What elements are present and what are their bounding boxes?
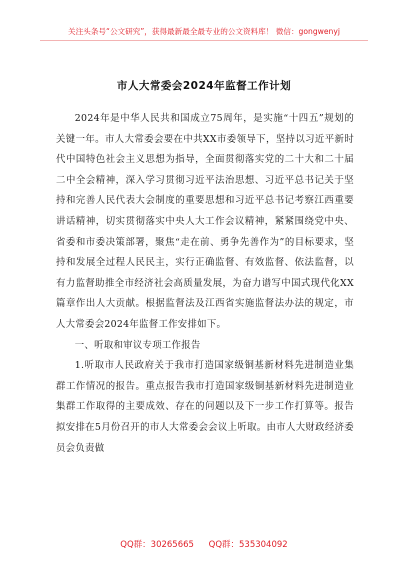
footer-qq-group-2: QQ群：535304092 <box>208 540 288 550</box>
document-body <box>56 109 354 459</box>
document-title: 市人大常委会2024年监督工作计划 <box>116 80 292 92</box>
intro-paragraph: 2024年是中华人民共和国成立75周年，是实施“十四五”规划的关键一年。市人大常委会要在中共XX市委领导下，坚持以习近平新时代中国特色社会主义思想为指导，全面贯彻落实党的二十大和二十届二中全会精神，深入学习贯彻习近平法治思想、习近平总书记关于坚持和完善人民代表大会制度的重要思想和习近平总书记考察江西重要讲话精神，切实贯彻落实中央人大工作会议精神，紧紧围绕党中央、省委和市委决策部署，聚焦“走在前、勇争先善作为”的目标要求，坚持和发展全过程人民民主，实行正确监督、有效监督、依法监督，以有力监督助推全市经济社会高质量发展，为奋力谱写中国式现代化XX篇章作出人大贡献。根据监督法及江西省实施监督法办法的规定，市人大常委会2024年监督工作安排如下。 <box>56 113 354 330</box>
footer-qq-group-1: QQ群：30265665 <box>120 540 194 550</box>
footer-contact <box>0 538 408 550</box>
header-divider <box>40 40 368 41</box>
item-paragraph: 1.听取市人民政府关于我市打造国家级铜基新材料先进制造业集群工作情况的报告。重点报告我市打造国家级铜基新材料先进制造业集群工作取得的主要成效、存在的问题以及下一步工作打算等。报告拟安排在5月份召开的市人大常委会会议上听取。由市人大财政经济委员会负责做 <box>56 360 354 454</box>
header-banner <box>0 26 408 37</box>
header-banner-text: 关注头条号“公文研究”，获得最新最全最专业的公文资料库！ 微信：gongwenyj <box>68 27 340 36</box>
section-heading: 一、听取和审议专项工作报告 <box>74 339 201 351</box>
